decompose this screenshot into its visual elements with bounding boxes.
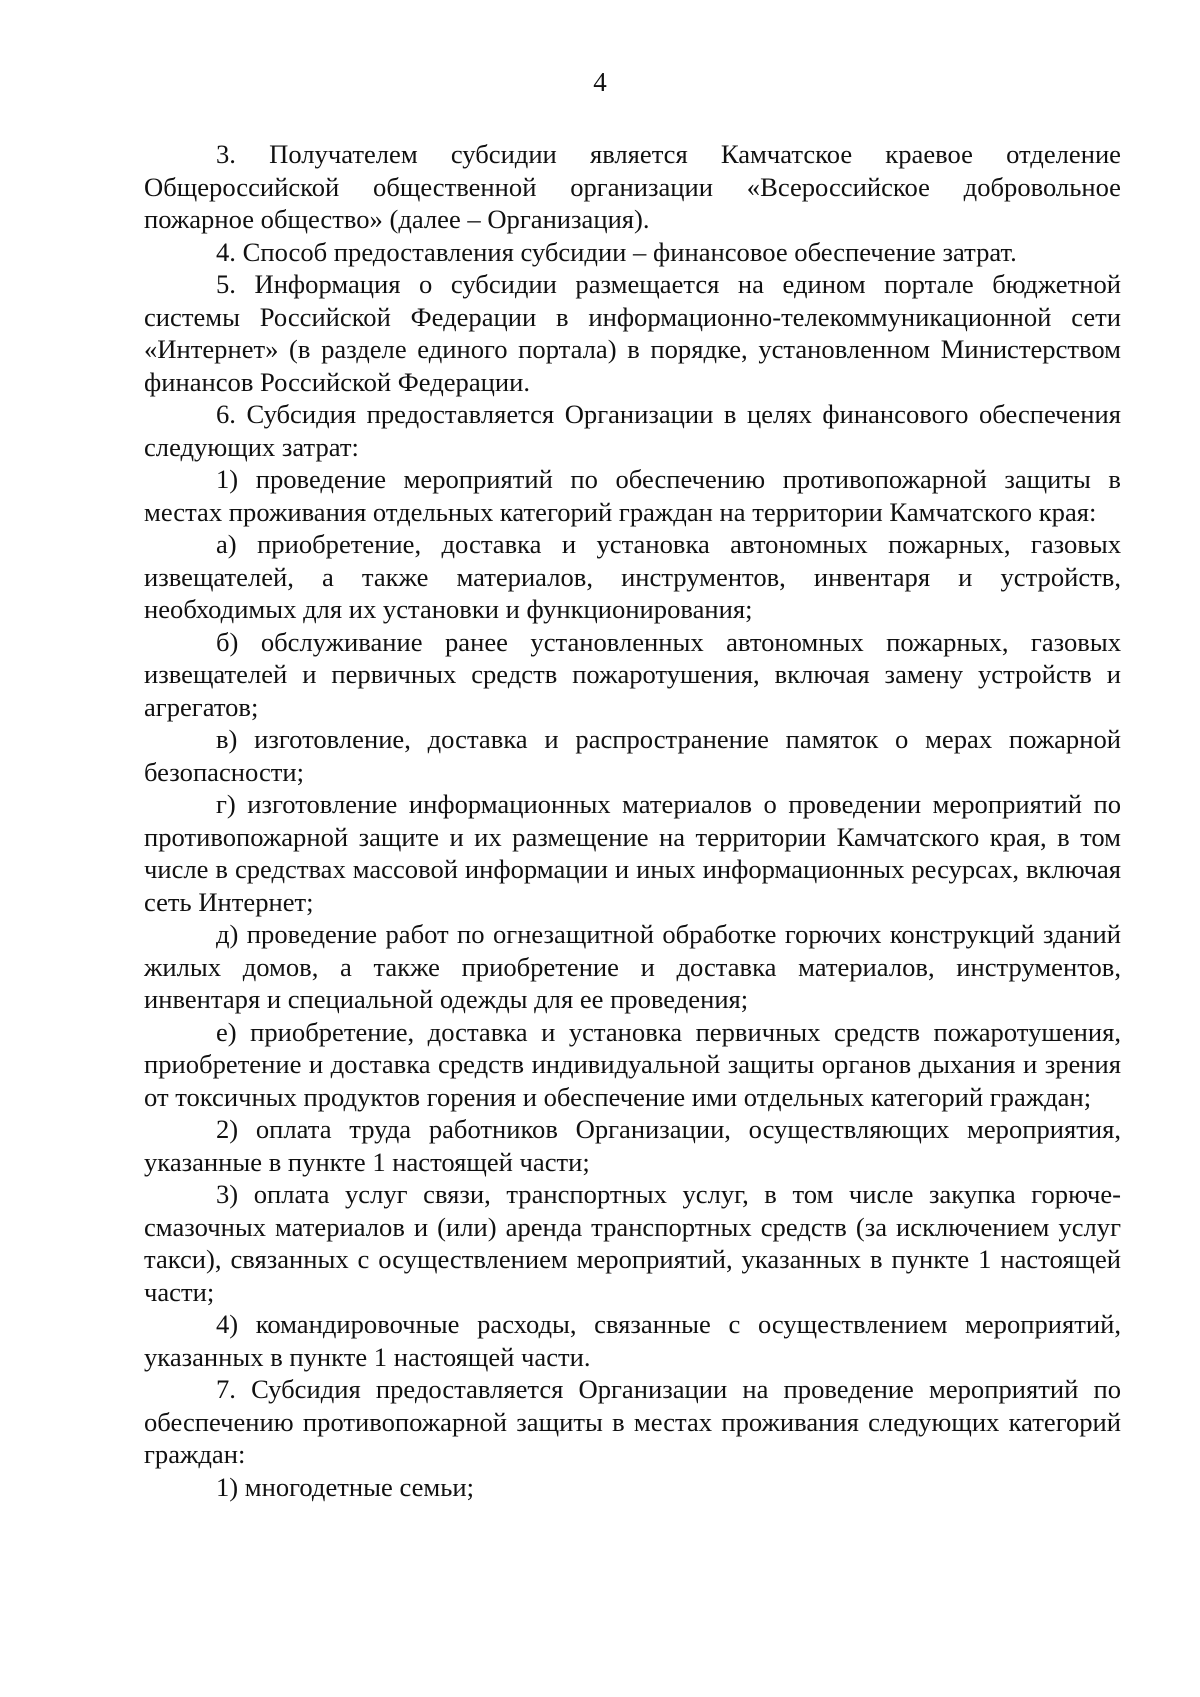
document-body bbox=[144, 138, 1121, 1503]
paragraph: 4. Способ предоставления субсидии – финансовое обеспечение затрат. bbox=[216, 236, 1017, 267]
paragraph: 2) оплата труда работников Организации, осуществляющих мероприятия, указанные в пункте 1 настоящей части; bbox=[144, 1114, 1121, 1177]
paragraph: 7. Субсидия предоставляется Организации на проведение мероприятий по обеспечению противопожарной защиты в местах проживания следующих категорий граждан: bbox=[144, 1374, 1121, 1469]
paragraph: 1) многодетные семьи; bbox=[216, 1471, 474, 1502]
paragraph: а) приобретение, доставка и установка автономных пожарных, газовых извещателей, а также материалов, инструментов, инвентаря и устройств, необходимых для их установки и функционирования; bbox=[144, 529, 1121, 624]
paragraph: 1) проведение мероприятий по обеспечению противопожарной защиты в местах проживания отдельных категорий граждан на территории Камчатского края: bbox=[144, 464, 1121, 527]
paragraph: 4) командировочные расходы, связанные с осуществлением мероприятий, указанных в пункте 1 настоящей части. bbox=[144, 1309, 1121, 1372]
paragraph: г) изготовление информационных материалов о проведении мероприятий по противопожарной защите и их размещение на территории Камчатского края, в том числе в средствах массовой информации и иных информационных ресурсах, включая сеть Интернет; bbox=[144, 789, 1121, 917]
paragraph: 3) оплата услуг связи, транспортных услуг, в том числе закупка горюче-смазочных материалов и (или) аренда транспортных средств (за исключением услуг такси), связанных с осуществлением мероприятий, указанных в пункте 1 настоящей части; bbox=[144, 1179, 1121, 1307]
paragraph: 3. Получателем субсидии является Камчатское краевое отделение Общероссийской общественной организации «Всероссийское добровольное пожарное общество» (далее – Организация). bbox=[144, 139, 1121, 234]
paragraph: д) проведение работ по огнезащитной обработке горючих конструкций зданий жилых домов, а также приобретение и доставка материалов, инструментов, инвентаря и специальной одежды для ее проведения; bbox=[144, 919, 1121, 1014]
paragraph: 6. Субсидия предоставляется Организации в целях финансового обеспечения следующих затрат: bbox=[144, 399, 1121, 462]
paragraph: в) изготовление, доставка и распространение памяток о мерах пожарной безопасности; bbox=[144, 724, 1121, 787]
paragraph: е) приобретение, доставка и установка первичных средств пожаротушения, приобретение и доставка средств индивидуальной защиты органов дыхания и зрения от токсичных продуктов горения и обеспечение ими отдельных категорий граждан; bbox=[144, 1016, 1121, 1112]
paragraph: 5. Информация о субсидии размещается на едином портале бюджетной системы Российской Федерации в информационно-телекоммуникационной сети «Интернет» (в разделе единого портала) в порядке, установленном Министерством финансов Российской Федерации. bbox=[144, 269, 1121, 397]
paragraph: б) обслуживание ранее установленных автономных пожарных, газовых извещателей и первичных средств пожаротушения, включая замену устройств и агрегатов; bbox=[144, 626, 1121, 722]
page-number: 4 bbox=[593, 67, 607, 97]
